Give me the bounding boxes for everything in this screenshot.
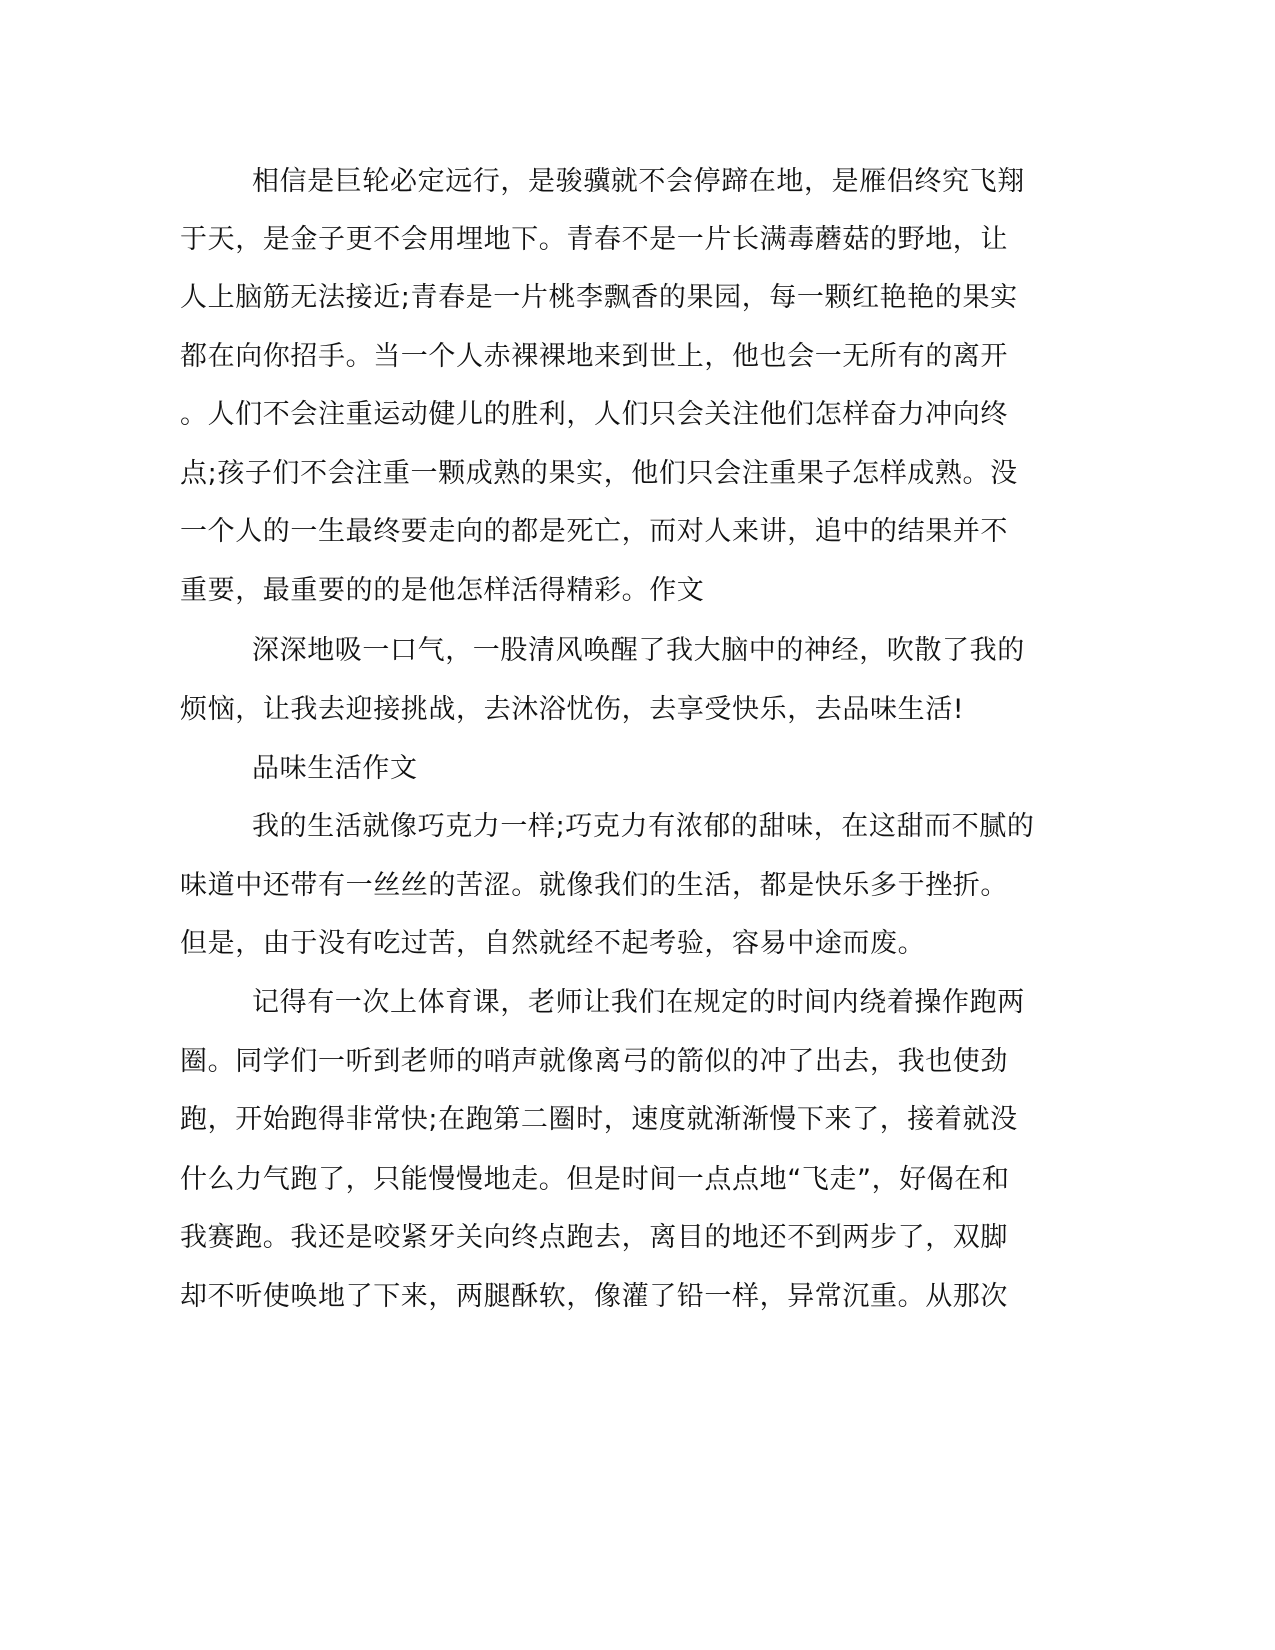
paragraph-line: 一个人的一生最终要走向的都是死亡，而对人来讲，追中的结果并不 <box>180 516 1008 547</box>
paragraph-line: 我的生活就像巧克力一样;巧克力有浓郁的甜味，在这甜而不腻的 <box>252 811 1035 842</box>
paragraph-line: 。人们不会注重运动健儿的胜利，人们只会关注他们怎样奋力冲向终 <box>180 399 1008 430</box>
paragraph-line: 我赛跑。我还是咬紧牙关向终点跑去，离目的地还不到两步了，双脚 <box>180 1222 1008 1253</box>
paragraph-line: 跑，开始跑得非常快;在跑第二圈时，速度就渐渐慢下来了，接着就没 <box>180 1104 1018 1135</box>
paragraph-line: 相信是巨轮必定远行，是骏骥就不会停蹄在地，是雁侣终究飞翔 <box>252 166 1025 197</box>
paragraph-line: 深深地吸一口气，一股清风唤醒了我大脑中的神经，吹散了我的 <box>252 635 1025 666</box>
paragraph-line: 重要，最重要的的是他怎样活得精彩。作文 <box>180 575 705 606</box>
paragraph-line: 什么力气跑了，只能慢慢地走。但是时间一点点地“飞走”，好偈在和 <box>180 1164 1010 1195</box>
paragraph-line: 圈。同学们一听到老师的哨声就像离弓的箭似的冲了出去，我也使劲 <box>180 1046 1008 1077</box>
paragraph-line: 都在向你招手。当一个人赤裸裸地来到世上，他也会一无所有的离开 <box>180 341 1008 372</box>
paragraph-line: 但是，由于没有吃过苦，自然就经不起考验，容易中途而废。 <box>180 928 926 959</box>
paragraph-line: 味道中还带有一丝丝的苦涩。就像我们的生活，都是快乐多于挫折。 <box>180 870 1008 901</box>
section-heading: 品味生活作文 <box>252 753 418 784</box>
paragraph-line: 点;孩子们不会注重一颗成熟的果实，他们只会注重果子怎样成熟。没 <box>180 458 1018 489</box>
paragraph-line: 于天，是金子更不会用埋地下。青春不是一片长满毒蘑菇的野地，让 <box>180 224 1008 255</box>
paragraph-line: 人上脑筋无法接近;青春是一片桃李飘香的果园，每一颗红艳艳的果实 <box>180 282 1018 313</box>
paragraph-line: 却不听使唤地了下来，两腿酥软，像灌了铅一样，异常沉重。从那次 <box>180 1281 1008 1312</box>
paragraph-line: 记得有一次上体育课，老师让我们在规定的时间内绕着操作跑两 <box>252 987 1025 1018</box>
paragraph-line: 烦恼，让我去迎接挑战，去沐浴忧伤，去享受快乐，去品味生活! <box>180 694 965 725</box>
